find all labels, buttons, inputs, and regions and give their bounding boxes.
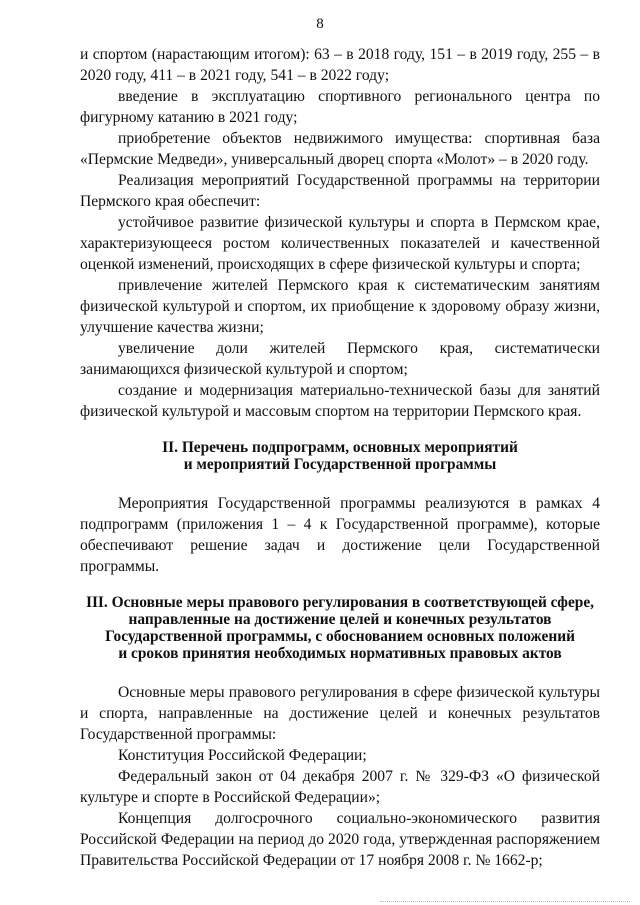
paragraph-implementation-intro: Реализация мероприятий Государственной программы на территории Пермского края обеспечит: xyxy=(80,172,600,210)
section-2-heading xyxy=(80,439,600,473)
section-3-paragraph-concept: Концепция долгосрочного социально-экономического развития Российской Федерации на период до 2020 года, утвержденная распоряжением Правительства Российской Федерации от 17 ноября 2008 г. № 1662-р; xyxy=(80,810,600,869)
section-3-heading-line: Государственной программы, с обоснованием основных положений xyxy=(105,628,575,645)
section-3-paragraph-intro: Основные меры правового регулирования в сфере физической культуры и спорта, направленные на достижение целей и конечных результатов Государственной программы: xyxy=(80,684,600,743)
section-3-paragraph-constitution: Конституция Российской Федерации; xyxy=(118,747,367,764)
section-3-paragraph-federal-law: Федеральный закон от 04 декабря 2007 г. № 329-ФЗ «О физической культуре и спорте в Российской Федерации»; xyxy=(80,768,600,806)
page-number: 8 xyxy=(316,16,324,32)
section-3-heading xyxy=(80,594,600,662)
section-3-heading-line: направленные на достижение целей и конечных результатов xyxy=(128,611,552,628)
scan-artifact-line xyxy=(380,899,630,902)
paragraph-continuation: и спортом (нарастающим итогом): 63 – в 2018 году, 151 – в 2019 году, 255 – в 2020 году, 411 – в 2021 году, 541 – в 2022 году; xyxy=(80,46,600,84)
paragraph-resident-involvement: привлечение жителей Пермского края к систематическим занятиям физической культурой и спортом, их приобщение к здоровому образу жизни, улучшение качества жизни; xyxy=(80,277,600,336)
section-3-heading-line: III. Основные меры правового регулирования в соответствующей сфере, xyxy=(85,594,595,611)
section-2-paragraph: Мероприятия Государственной программы реализуются в рамках 4 подпрограмм (приложения 1 – 4 к Государственной программе), которые обеспечивают решение задач и достижение цели Государственной программы. xyxy=(80,495,600,575)
paragraph-sustainable-development: устойчивое развитие физической культуры и спорта в Пермском крае, характеризующееся ростом количественных показателей и качественной оценкой изменений, происходящих в сфере физической культуры и спорта; xyxy=(80,214,600,273)
section-2-heading-line: II. Перечень подпрограмм, основных мероприятий xyxy=(162,439,518,456)
section-2-heading-line: и мероприятий Государственной программы xyxy=(183,456,497,473)
section-3-heading-line: и сроков принятия необходимых нормативных правовых актов xyxy=(118,645,562,662)
paragraph-share-increase: увеличение доли жителей Пермского края, систематически занимающихся физической культурой и спортом; xyxy=(80,340,600,378)
page-content xyxy=(80,44,600,871)
paragraph-infrastructure: создание и модернизация материально-технической базы для занятий физической культурой и массовым спортом на территории Пермского края. xyxy=(80,382,600,420)
paragraph-property-acquisition: приобретение объектов недвижимого имущества: спортивная база «Пермские Медведи», универсальный дворец спорта «Молот» – в 2020 году. xyxy=(80,130,600,168)
paragraph-skating-center: введение в эксплуатацию спортивного регионального центра по фигурному катанию в 2021 году; xyxy=(80,88,600,126)
